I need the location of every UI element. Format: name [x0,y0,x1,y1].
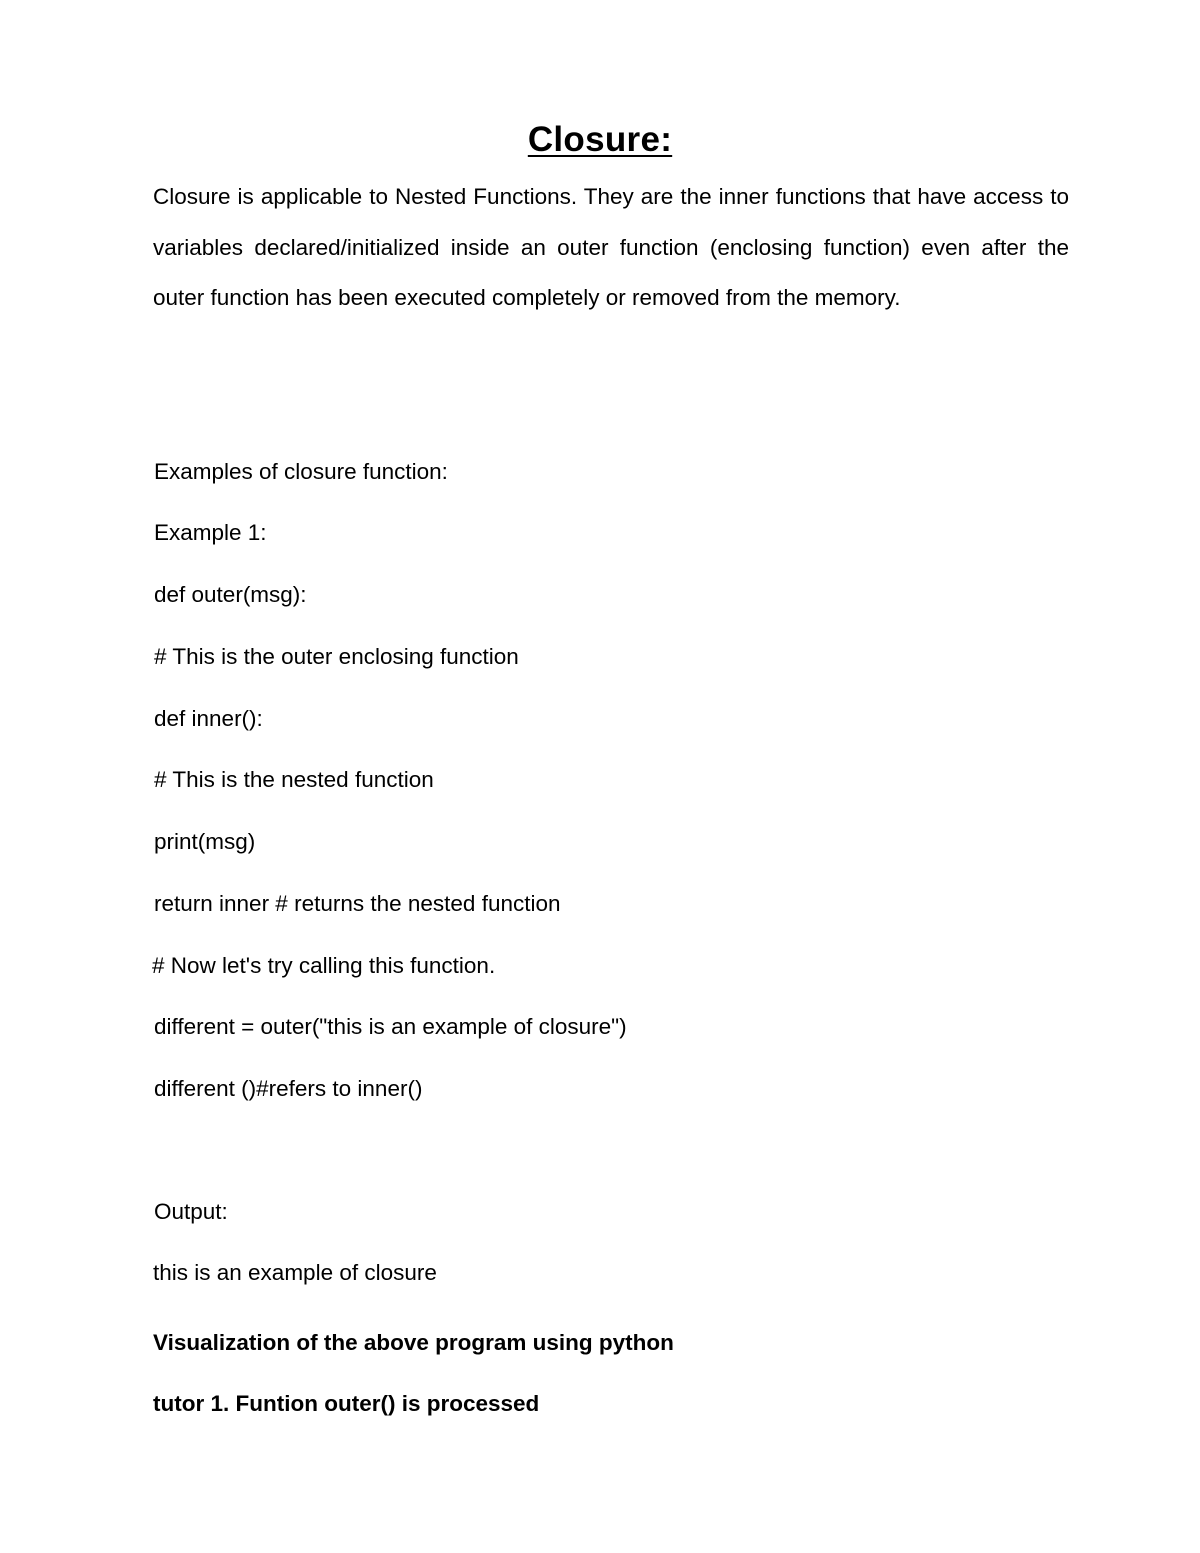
code-line: # Now let's try calling this function. [152,953,496,978]
output-text: this is an example of closure [153,1260,437,1285]
code-line: different ()#refers to inner() [154,1076,423,1101]
output-label: Output: [154,1199,228,1224]
step-heading: tutor 1. Funtion outer() is processed [153,1391,540,1416]
visualization-heading: Visualization of the above program using python [153,1330,674,1355]
code-line: # This is the nested function [154,767,434,792]
code-line: return inner # returns the nested function [154,891,561,916]
code-line: # This is the outer enclosing function [154,644,519,669]
code-line: different = outer("this is an example of closure") [154,1014,627,1039]
example-label: Example 1: [154,520,267,545]
page-title: Closure: [527,120,673,159]
code-line: def inner(): [154,706,263,731]
code-line: print(msg) [154,829,256,854]
code-line: def outer(msg): [154,582,307,607]
intro-paragraph: Closure is applicable to Nested Functions. They are the inner functions that have access to variables declared/initialized inside an outer function (enclosing function) even after the outer function has been executed completely or removed from the memory. [153,184,1069,310]
examples-heading: Examples of closure function: [154,459,448,484]
